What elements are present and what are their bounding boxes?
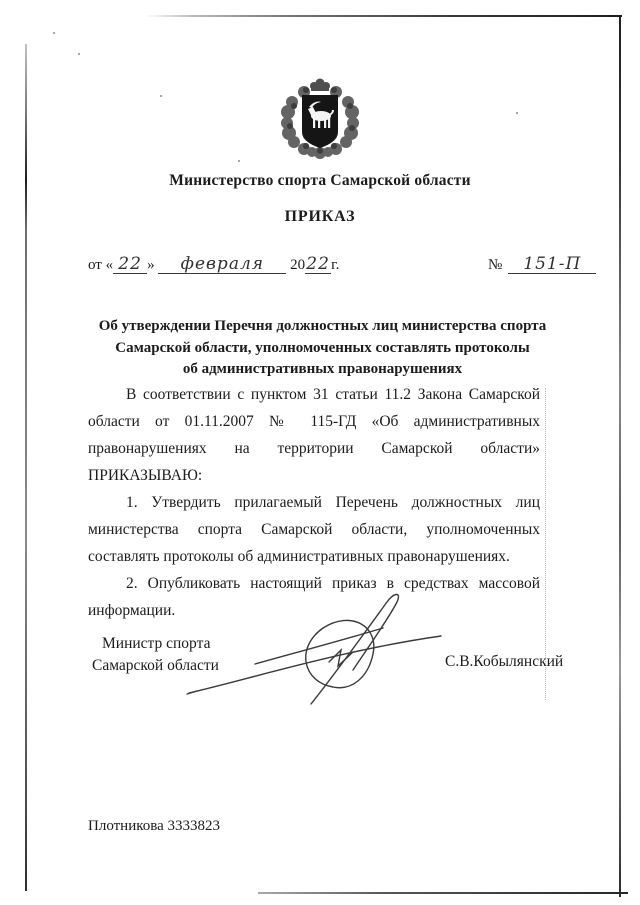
- order-number-line: [488, 256, 596, 274]
- year-prefix: 20: [290, 257, 306, 273]
- title-line-1: Об утверждении Перечня должностных лиц министерства спорта: [98, 318, 547, 334]
- signer-name: С.В.Кобылянский: [445, 653, 564, 670]
- title-line-2: Самарской области, уполномоченных составлять протоколы: [115, 339, 530, 356]
- handwritten-month: февраля: [158, 256, 286, 274]
- ministry-name: Министерство спорта Самарской области: [169, 172, 471, 189]
- signer-position-line-1: Министр спорта: [102, 635, 211, 652]
- handwritten-signature-icon: [183, 590, 448, 705]
- signer-position-line-2: Самарской области: [92, 657, 219, 674]
- scan-speck: [78, 53, 80, 55]
- scan-border-top: [145, 15, 622, 17]
- samara-coat-of-arms-icon: [276, 76, 364, 160]
- document-body: [88, 381, 540, 624]
- handwritten-year: 22: [306, 254, 330, 274]
- body-paragraph-item-1: 1. Утвердить прилагаемый Перечень должностных лиц министерства спорта Самарской области, уполномоченных составлять протоколы об административных правонарушениях.: [88, 494, 540, 565]
- title-line-3: об административных правонарушениях: [182, 361, 463, 377]
- document-title: [90, 316, 555, 381]
- body-paragraph-item-2: 2. Опубликовать настоящий приказ в средствах массовой информации.: [88, 575, 540, 619]
- handwritten-day: 22: [113, 256, 147, 274]
- date-line: [88, 256, 339, 274]
- scan-speck: [53, 32, 55, 34]
- number-label: №: [488, 257, 503, 273]
- handwritten-order-number: 151-П: [508, 256, 596, 274]
- document-type-heading: ПРИКАЗ: [284, 208, 356, 225]
- date-close-quote: »: [147, 257, 155, 273]
- body-paragraph-preamble: В соответствии с пунктом 31 статьи 11.2 Закона Самарской области от 01.11.2007 № 115-ГД «Об административных правонарушениях на территории Самарской области» ПРИКАЗЫВАЮ:: [88, 386, 540, 484]
- date-prefix: от «: [88, 257, 114, 273]
- executor-contact: Плотникова 3333823: [88, 818, 221, 834]
- emblem-container: [0, 76, 640, 165]
- scan-border-bottom: [258, 892, 628, 894]
- year-suffix: г.: [331, 257, 340, 273]
